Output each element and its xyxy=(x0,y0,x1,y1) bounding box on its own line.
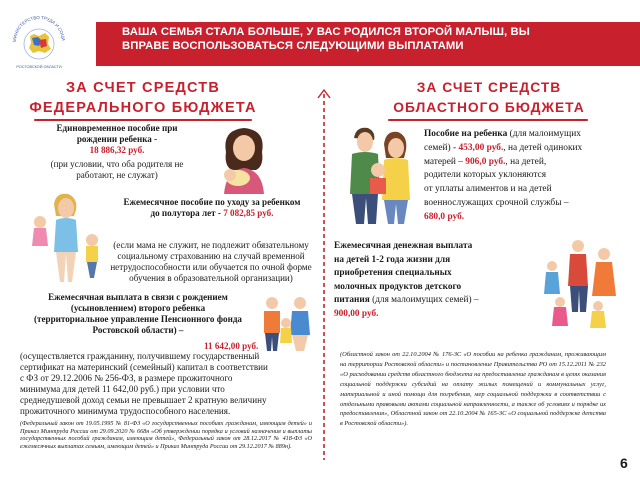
child-benefit-l2-pre: семей) - xyxy=(424,142,459,153)
mother-baby-illustration xyxy=(214,122,274,194)
regional-heading-underline xyxy=(388,119,588,121)
child-benefit-l3-pre: матерей – xyxy=(424,156,466,167)
regional-heading-line-1: ЗА СЧЕТ СРЕДСТВ xyxy=(416,80,562,95)
child-benefit-title: Пособие на ребенка xyxy=(424,129,508,139)
second-child-desc-2: сертификат на материнский (семейный) капитал в соответствии xyxy=(20,362,268,372)
federal-heading-line-1: ЗА СЧЕТ СРЕДСТВ xyxy=(65,80,221,96)
second-child-payment xyxy=(20,292,256,336)
monthly-food-payment xyxy=(334,240,530,322)
lump-sum-cond-1: (при условии, что оба родителя не xyxy=(50,159,184,169)
child-benefit-l4: родители которых уклоняются xyxy=(424,170,547,181)
second-child-desc-6: прожиточного минимума трудоспособного населения. xyxy=(20,406,231,416)
child-benefit xyxy=(424,128,624,225)
family-left-illustration xyxy=(256,293,318,351)
second-child-line-2: (усыновлением) второго ребенка xyxy=(70,303,206,313)
child-benefit-l6: военнослужащих срочной службы – xyxy=(424,197,569,208)
child-benefit-l5: от уплаты алиментов и на детей xyxy=(424,184,552,195)
column-divider xyxy=(317,88,331,460)
child-benefit-amount-1: 453,00 руб. xyxy=(458,142,504,153)
second-child-line-3: (территориальное управление Пенсионного фонда xyxy=(34,314,242,324)
lump-sum-amount: 18 886,32 руб. xyxy=(89,145,145,155)
second-child-desc-5: среднедушевой доход семьи не превышает 2 кратную величину xyxy=(20,395,267,405)
child-benefit-amount-2: 906,0 руб. xyxy=(465,156,506,167)
child-benefit-l3-post: , на детей, xyxy=(505,156,547,167)
banner-line-2: ВПРАВЕ ВОСПОЛЬЗОВАТЬСЯ СЛЕДУЮЩИМИ ВЫПЛАТАМИ xyxy=(122,40,464,52)
logo-sub-text: РОСТОВСКОЙ ОБЛАСТИ xyxy=(16,65,62,69)
regional-heading-line-2: ОБЛАСТНОГО БЮДЖЕТА xyxy=(393,100,585,115)
second-child-line-1: Ежемесячная выплата в связи с рождением xyxy=(48,292,228,302)
second-child-amount: 11 642,00 руб. xyxy=(204,341,259,351)
child-benefit-l1: (для малоимущих xyxy=(507,129,581,139)
page-number: 6 xyxy=(620,455,628,471)
food-payment-l5-bold: питания xyxy=(334,295,370,306)
childcare-cond-3: нетрудоспособности или обучается по очной форме xyxy=(110,262,312,272)
family-right-illustration xyxy=(340,124,420,224)
regional-law-reference: (Областной закон от 22.10.2004 № 176-ЗС «О пособии на ребенка гражданам, проживающим на территории Ростовской области» и постановление Правительства РО от 15.12.2011 № 232 «О расходовании средств областного бюджета на предоставление гражданам в целях оказания социальной поддержки субсидий на оплату жилых помещений и коммунальных услуг, материальной и иной помощи для погребения, мер социальной поддержки в соответствии с отдельными правовыми актами социальной направленности, а также об условиях и порядке их предоставления», Областной закон от 22.10.2004 № 165-ЗС «О социальной поддержке детства в Ростовской области»). xyxy=(340,351,606,428)
ministry-logo xyxy=(8,8,70,74)
second-child-description xyxy=(20,351,312,417)
food-payment-l4: молочных продуктов детского xyxy=(334,281,462,292)
banner-title xyxy=(122,25,632,53)
family-walking-illustration xyxy=(532,236,628,332)
food-payment-l2: на детей 1-2 года жизни для xyxy=(334,254,451,265)
food-payment-l5: (для малоимущих семей) – xyxy=(369,295,479,306)
second-child-desc-1: (осуществляется гражданину, получившему государственный xyxy=(20,351,260,361)
lump-sum-label-2: рождении ребенка - xyxy=(76,134,158,144)
childcare-amount: 7 082,85 руб. xyxy=(223,208,274,218)
mother-kids-illustration xyxy=(26,190,104,284)
lump-sum-cond-2: работают, не служат) xyxy=(76,170,158,180)
child-benefit-l2-post: , на детей одиноких xyxy=(503,142,583,153)
food-payment-l3: приобретения специальных xyxy=(334,268,452,279)
childcare-cond-1: (если мама не служит, не подлежит обязательному xyxy=(113,240,309,250)
food-payment-l1: Ежемесячная денежная выплата xyxy=(334,241,473,251)
childcare-benefit xyxy=(112,197,312,219)
logo-arc-text: МИНИСТЕРСТВО ТРУДА И СОЦИ xyxy=(11,14,66,43)
federal-heading-underline xyxy=(34,119,252,121)
regional-heading xyxy=(380,78,598,118)
child-benefit-amount-3: 680,0 руб. xyxy=(424,211,465,222)
federal-heading xyxy=(18,78,268,118)
banner-line-1: ВАША СЕМЬЯ СТАЛА БОЛЬШЕ, У ВАС РОДИЛСЯ ВТОРОЙ МАЛЫШ, ВЫ xyxy=(122,26,530,38)
childcare-cond-4: обучения в образовательной организации) xyxy=(129,273,293,283)
lump-sum-label-1: Единовременное пособие при xyxy=(56,123,178,133)
childcare-cond-2: социальному страхованию на случай временной xyxy=(117,251,305,261)
lump-sum-benefit xyxy=(20,123,214,181)
second-child-line-4: Ростовской области) – xyxy=(92,325,184,335)
second-child-desc-4: минимума для детей 11 642,00 руб.) при условии что xyxy=(20,384,225,394)
childcare-label-1: Ежемесячное пособие по уходу за ребенком xyxy=(123,197,301,207)
food-payment-amount: 900,00 руб. xyxy=(334,308,379,319)
second-child-desc-3: с ФЗ от 29.12.2006 № 256-ФЗ, в размере прожиточного xyxy=(20,373,233,383)
childcare-conditions xyxy=(106,240,316,284)
federal-law-reference: (Федеральный закон от 19.05.1995 № 81-ФЗ «О государственных пособиях гражданам, имеющим детей» и Приказ Минтруда России от 29.09.2020 № 668н «Об утверждении порядка и условий назначения и выплаты государственных пособий гражданам, имеющим детей», Федеральный закон от 28.12.2017 № 418-ФЗ «О ежемесячных выплатах семьям, имеющим детей» и Приказ Минтруда России от 29.12.2017 № 889н). xyxy=(20,420,312,450)
federal-heading-line-2: ФЕДЕРАЛЬНОГО БЮДЖЕТА xyxy=(29,100,257,116)
childcare-label-2: до полутора лет - xyxy=(150,208,221,218)
